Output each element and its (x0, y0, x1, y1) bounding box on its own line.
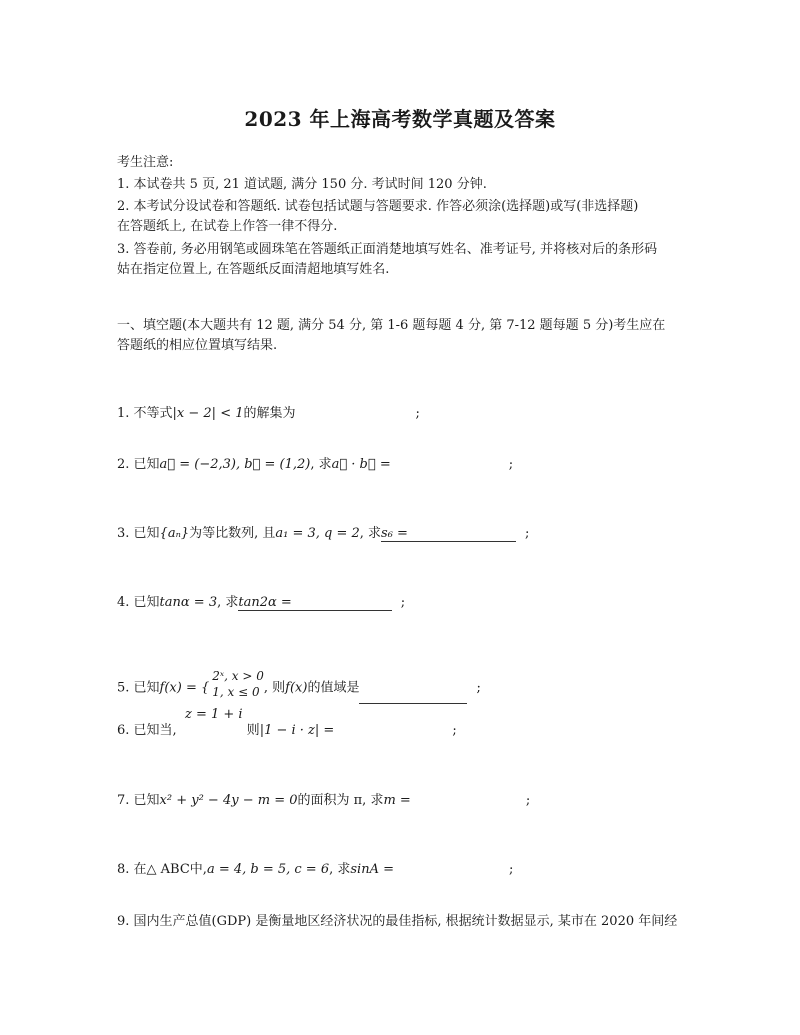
q4-mid: , 求 (217, 595, 239, 610)
q6-mid: 则 (246, 723, 260, 738)
q4-given: tanα = 3 (159, 595, 218, 610)
q3-mid1: 为等比数列, 且 (189, 526, 276, 541)
q5-piecewise-cases (212, 668, 264, 700)
q2-prefix: 2. 已知 (117, 457, 160, 472)
q3-conditions: a₁ = 3, q = 2 (275, 526, 360, 541)
notice-line-1: 1. 本试卷共 5 页, 21 道试题, 满分 150 分. 考试时间 120 分钟. (117, 177, 487, 192)
q6-end: ; (452, 723, 457, 738)
page-title: 2023 年上海高考数学真题及答案 (244, 107, 556, 131)
q2-vectors: a⃗ = (−2,3), b⃗ = (1,2) (159, 457, 311, 472)
q5-case-1: 2ˣ, x > 0 (212, 669, 264, 683)
q8-target: sinA = (350, 862, 394, 877)
q4-end: ; (400, 595, 406, 610)
section-instruction: 答题纸的相应位置填写结果. (117, 338, 278, 353)
q5-prefix: 5. 已知 (117, 680, 160, 696)
q6-answer-blank[interactable] (334, 725, 452, 738)
notice-line-3b: 姑在指定位置上, 在答题纸反面清超地填写姓名. (117, 262, 390, 277)
q4-answer-blank[interactable] (292, 597, 392, 611)
q4-prefix: 4. 已知 (117, 595, 160, 610)
q7-mid: 的面积为 π, 求 (297, 793, 384, 808)
q2-dot-product: a⃗ · b⃗ = (331, 457, 391, 472)
q5-function: f(x) = { (159, 680, 210, 696)
q7-prefix: 7. 已知 (117, 793, 160, 808)
question-3 (117, 522, 529, 542)
question-9: 9. 国内生产总值(GDP) 是衡量地区经济状况的最佳指标, 根据统计数据显示, 某市在 2020 年间经 (117, 914, 678, 929)
q1-answer-blank[interactable] (296, 408, 416, 421)
q3-target: s₆ = (381, 526, 408, 541)
q5-answer-blank[interactable] (359, 690, 467, 704)
question-2 (117, 453, 513, 472)
q5-mid: , 则 (263, 680, 286, 696)
q8-sides: a = 4, b = 5, c = 6 (206, 862, 330, 877)
q5-case-2: 1, x ≤ 0 (212, 685, 260, 699)
q3-sequence: {aₙ} (159, 526, 190, 541)
q2-answer-blank[interactable] (391, 459, 509, 472)
q2-end: ; (508, 457, 514, 472)
question-1 (117, 402, 420, 421)
q3-end: ; (524, 526, 530, 541)
question-4 (117, 591, 405, 611)
q3-prefix: 3. 已知 (117, 526, 160, 541)
q7-circle-equation: x² + y² − 4y − m = 0 (159, 793, 298, 808)
q8-prefix: 8. 在△ ABC中, (117, 862, 207, 877)
q6-z-definition: z = 1 + i (185, 707, 243, 722)
notice-line-3a: 3. 答卷前, 务必用钢笔或圆珠笔在答题纸正面消楚地填写姓名、准考证号, 并将核对后的条形码 (117, 242, 658, 257)
q6-prefix: 6. 已知当, (117, 723, 177, 738)
q1-end: ; (415, 406, 420, 421)
q3-answer-blank[interactable] (408, 528, 516, 542)
q7-end: ; (525, 793, 531, 808)
q6-expression: |1 − i · z| = (259, 723, 335, 738)
q1-prefix: 1. 不等式 (117, 406, 173, 421)
q5-suffix: 的值域是 (307, 680, 360, 696)
q8-end: ; (509, 862, 514, 877)
question-6 (117, 719, 457, 738)
q8-answer-blank[interactable] (394, 864, 509, 877)
q1-math: |x − 2| < 1 (172, 406, 244, 421)
q3-mid2: , 求 (359, 526, 382, 541)
question-7 (117, 789, 530, 808)
q5-fx: f(x) (285, 680, 308, 696)
q4-target: tan2α = (238, 595, 292, 610)
notice-line-2a: 2. 本考试分设试卷和答题纸. 试卷包括试题与答题要求. 作答必须涂(选择题)或写(非选择题) (117, 199, 639, 214)
q7-target: m = (383, 793, 411, 808)
notice-heading: 考生注意: (117, 155, 174, 170)
question-8 (117, 858, 513, 877)
question-5 (117, 669, 481, 704)
notice-line-2b: 在答题纸上, 在试卷上作答一律不得分. (117, 219, 338, 234)
q5-end: ; (476, 680, 481, 696)
q8-mid: , 求 (329, 862, 351, 877)
section-heading: 一、填空题(本大题共有 12 题, 满分 54 分, 第 1-6 题每题 4 分, 第 7-12 题每题 5 分)考生应在 (117, 318, 666, 333)
q1-suffix: 的解集为 (243, 406, 296, 421)
q7-answer-blank[interactable] (411, 795, 526, 808)
q2-mid: , 求 (310, 457, 332, 472)
